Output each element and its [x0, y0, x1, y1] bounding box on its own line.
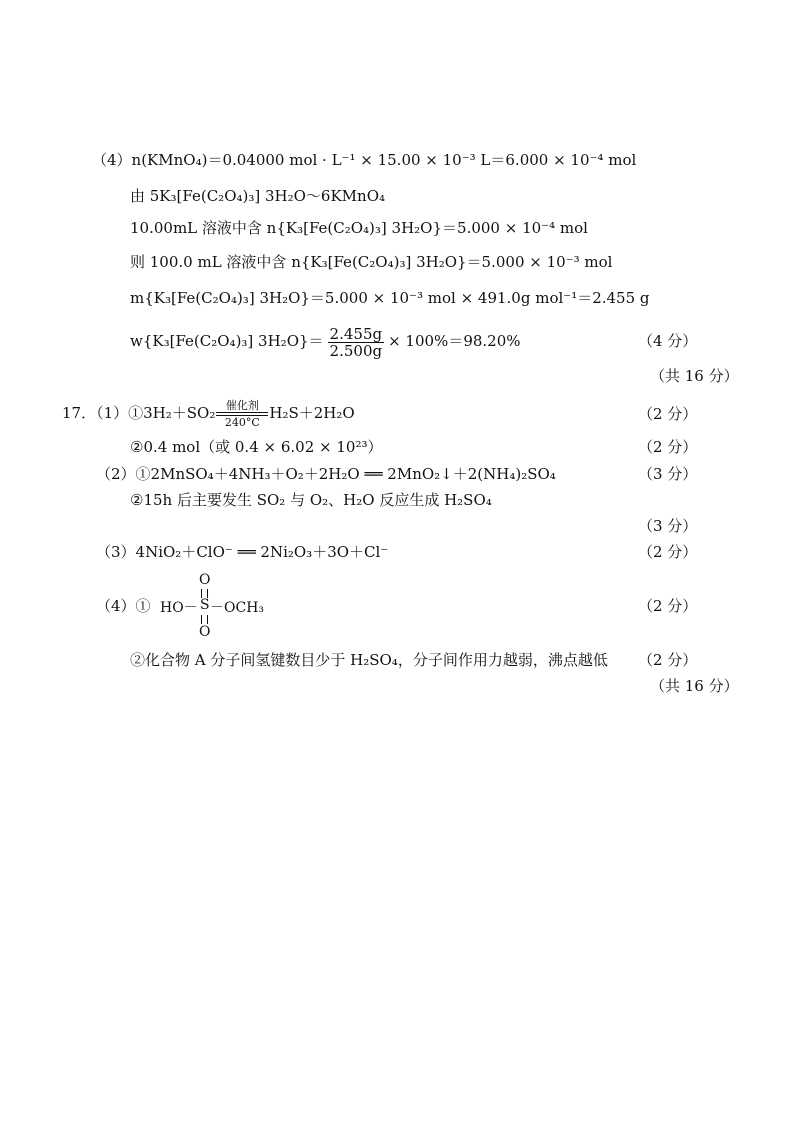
q17-p4b-score: （2 分）	[638, 651, 698, 669]
q17-p1a	[62, 398, 355, 429]
q16-p4-score: （4 分）	[638, 332, 698, 350]
q17-p4-label: （4）①	[96, 597, 151, 615]
q17-p1b-score: （2 分）	[638, 438, 698, 456]
q17-p2b: ②15h 后主要发生 SO₂ 与 O₂、H₂O 反应生成 H₂SO₄	[130, 491, 492, 509]
q17-p4a-score: （2 分）	[638, 597, 698, 615]
structural-formula	[160, 572, 270, 644]
q17-total-score: （共 16 分）	[650, 677, 739, 695]
q17-p1b: ②0.4 mol（或 0.4 × 6.02 × 10²³）	[130, 438, 383, 456]
top-oxygen: O	[199, 572, 211, 588]
q17-p1a-score: （2 分）	[638, 405, 698, 423]
fraction-denominator: 2.500g	[329, 341, 383, 360]
q17-p2a: （2）①2MnSO₄＋4NH₃＋O₂＋2H₂O ══ 2MnO₂↓＋2(NH₄)₂SO₄	[96, 465, 556, 483]
reaction-condition	[216, 399, 268, 429]
q16-p4-line6	[130, 324, 521, 359]
catalyst-label: 催化剂	[225, 399, 259, 412]
q16-p4-line6-suffix: × 100%＝98.20%	[388, 332, 521, 350]
q16-p4-line2: 由 5K₃[Fe(C₂O₄)₃] 3H₂O～6KMnO₄	[130, 187, 386, 205]
q17-p2b-score: （3 分）	[638, 517, 698, 535]
sulfur-atom: S	[200, 597, 210, 613]
q16-p4-line1: （4）n(KMnO₄)＝0.04000 mol · L⁻¹ × 15.00 × 10⁻³ L＝6.000 × 10⁻⁴ mol	[92, 151, 637, 169]
q16-p4-line5: m{K₃[Fe(C₂O₄)₃] 3H₂O}＝5.000 × 10⁻³ mol × 491.0g mol⁻¹＝2.455 g	[130, 289, 650, 307]
q17-p3-score: （2 分）	[638, 543, 698, 561]
q17-p1a-prefix: 17．（1）①3H₂＋SO₂	[62, 404, 216, 422]
bottom-oxygen: O	[199, 624, 211, 640]
q17-p4b: ②化合物 A 分子间氢键数目少于 H₂SO₄，分子间作用力越弱，沸点越低	[130, 651, 608, 669]
q16-p4-line4: 则 100.0 mL 溶液中含 n{K₃[Fe(C₂O₄)₃] 3H₂O}＝5.000 × 10⁻³ mol	[130, 253, 613, 271]
methoxy-group: －OCH₃	[210, 600, 265, 616]
q16-total-score: （共 16 分）	[650, 367, 739, 385]
temperature-label: 240°C	[224, 416, 260, 429]
q16-p4-fraction	[328, 326, 385, 359]
q17-p2a-score: （3 分）	[638, 465, 698, 483]
hydroxyl-group: HO－	[160, 600, 198, 616]
bottom-double-bond	[201, 615, 208, 624]
q17-p1a-suffix: H₂S＋2H₂O	[269, 404, 355, 422]
q16-p4-line3: 10.00mL 溶液中含 n{K₃[Fe(C₂O₄)₃] 3H₂O}＝5.000 × 10⁻⁴ mol	[130, 219, 588, 237]
q17-p3: （3）4NiO₂＋ClO⁻ ══ 2Ni₂O₃＋3O＋Cl⁻	[96, 543, 389, 561]
fraction-numerator: 2.455g	[329, 324, 383, 343]
q16-p4-line6-prefix: w{K₃[Fe(C₂O₄)₃] 3H₂O}＝	[130, 332, 324, 350]
